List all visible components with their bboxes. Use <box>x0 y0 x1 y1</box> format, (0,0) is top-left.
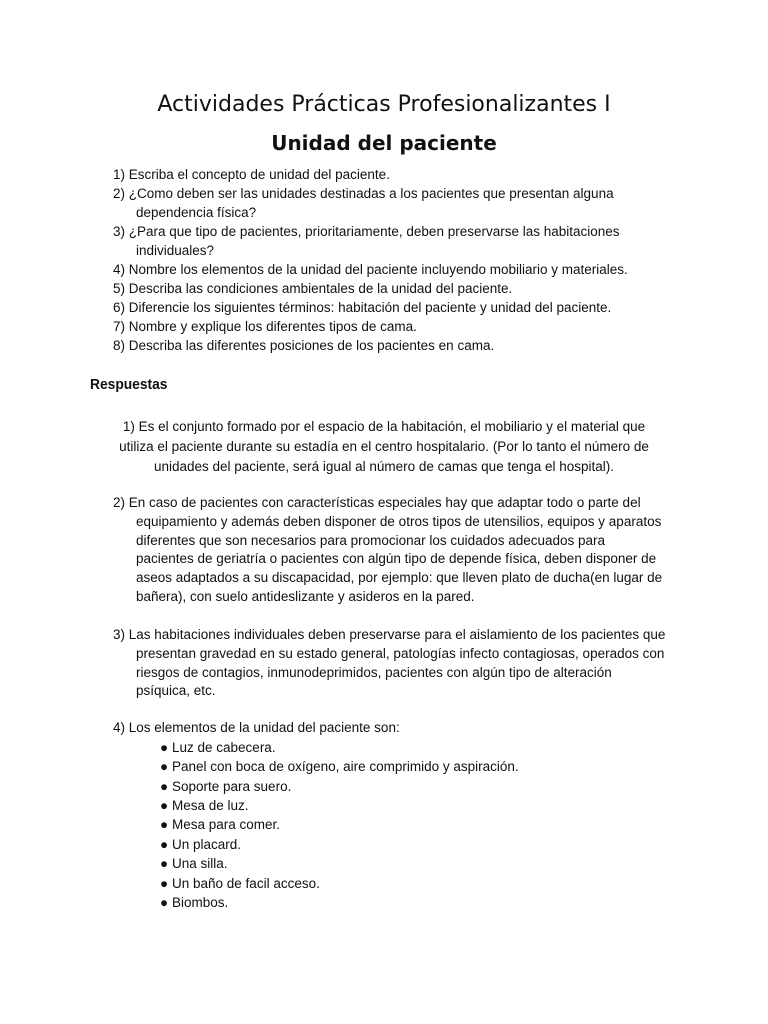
question-item <box>113 317 673 336</box>
question-continuation: individuales? <box>136 243 215 258</box>
question-text: 2) ¿Como deben ser las unidades destinadas a los pacientes que presentan alguna <box>113 186 614 201</box>
bullet-icon: ● <box>160 798 169 814</box>
answer-2-first-line: 2) En caso de pacientes con características especiales hay que adaptar todo o parte del <box>113 495 641 510</box>
list-item <box>160 835 678 854</box>
list-item-text: Luz de cabecera. <box>172 739 276 755</box>
list-item-text: Un baño de facil acceso. <box>172 875 320 891</box>
answer-2 <box>113 494 678 607</box>
patient-unit-elements-list <box>113 738 678 913</box>
question-text: 1) Escriba el concepto de unidad del paciente. <box>113 167 390 182</box>
answer-3-line: presentan gravedad en su estado general, patologías infecto contagiosas, operados con <box>136 645 665 661</box>
list-item-text: Mesa para comer. <box>172 817 281 833</box>
bullet-icon: ● <box>160 817 169 833</box>
list-item-text: Una silla. <box>172 856 228 872</box>
question-text: 5) Describa las condiciones ambientales de la unidad del paciente. <box>113 281 513 296</box>
question-text: 6) Diferencie los siguientes términos: habitación del paciente y unidad del paciente. <box>113 300 612 315</box>
question-item <box>113 260 673 279</box>
question-item <box>113 165 673 184</box>
question-text: 7) Nombre y explique los diferentes tipos de cama. <box>113 319 417 334</box>
answer-1-line: 1) Es el conjunto formado por el espacio de la habitación, el mobiliario y el material que <box>122 419 646 434</box>
bullet-icon: ● <box>160 739 169 755</box>
question-text: 8) Describa las diferentes posiciones de los pacientes en cama. <box>113 338 495 353</box>
question-text: 3) ¿Para que tipo de pacientes, prioritariamente, deben preservarse las habitaciones <box>113 224 620 239</box>
answers-heading: Respuestas <box>90 376 168 393</box>
answer-2-line: equipamiento y además deben disponer de otros tipos de utensilios, equipos y aparatos <box>136 513 662 529</box>
question-continuation: dependencia física? <box>136 205 257 220</box>
list-item <box>160 893 678 912</box>
question-text: 4) Nombre los elementos de la unidad del paciente incluyendo mobiliario y materiales. <box>113 262 628 277</box>
list-item-text: Soporte para suero. <box>172 778 292 794</box>
list-item-text: Un placard. <box>172 836 242 852</box>
answer-3-first-line: 3) Las habitaciones individuales deben preservarse para el aislamiento de los pacientes que <box>113 627 666 642</box>
question-item <box>113 184 673 222</box>
question-item <box>113 279 673 298</box>
answer-2-line: pacientes de geriatría o pacientes con algún tipo de depende física, deben disponer de <box>136 551 657 567</box>
list-item-text: Panel con boca de oxígeno, aire comprimido y aspiración. <box>172 759 519 775</box>
question-item <box>113 222 673 260</box>
list-item <box>160 854 678 873</box>
list-item <box>160 777 678 796</box>
answer-4-intro: 4) Los elementos de la unidad del paciente son: <box>113 720 400 735</box>
list-item <box>160 796 678 815</box>
answer-2-line: aseos adaptados a su discapacidad, por ejemplo: que lleven plato de ducha(en lugar de <box>136 570 663 586</box>
bullet-icon: ● <box>160 875 169 891</box>
list-item-text: Mesa de luz. <box>172 798 249 814</box>
answer-2-line: bañera), con suelo antideslizante y asideros en la pared. <box>136 588 475 604</box>
document-subtitle: Unidad del paciente <box>271 131 497 155</box>
bullet-icon: ● <box>160 778 169 794</box>
answer-1-line: utiliza el paciente durante su estadía en el centro hospitalario. (Por lo tanto el número de <box>119 439 649 454</box>
answer-4 <box>113 719 678 912</box>
list-item <box>160 757 678 776</box>
questions-list <box>113 165 673 355</box>
answer-3-line: riesgos de contagios, inmunodeprimidos, pacientes con algún tipo de alteración <box>136 664 612 680</box>
bullet-icon: ● <box>160 895 169 911</box>
bullet-icon: ● <box>160 836 169 852</box>
list-item <box>160 738 678 757</box>
document-title: Actividades Prácticas Profesionalizantes I <box>157 92 611 117</box>
answer-1-line: unidades del paciente, será igual al número de camas que tenga el hospital). <box>153 459 615 474</box>
list-item-text: Biombos. <box>172 895 229 911</box>
bullet-icon: ● <box>160 759 169 775</box>
answer-3 <box>113 626 678 701</box>
list-item <box>160 874 678 893</box>
question-item <box>113 336 673 355</box>
list-item <box>160 815 678 834</box>
question-item <box>113 298 673 317</box>
bullet-icon: ● <box>160 856 169 872</box>
answer-2-line: diferentes que son necesarios para promocionar los cuidados adecuados para <box>136 532 606 548</box>
answer-1 <box>100 417 668 477</box>
answer-3-line: psíquica, etc. <box>136 683 216 699</box>
